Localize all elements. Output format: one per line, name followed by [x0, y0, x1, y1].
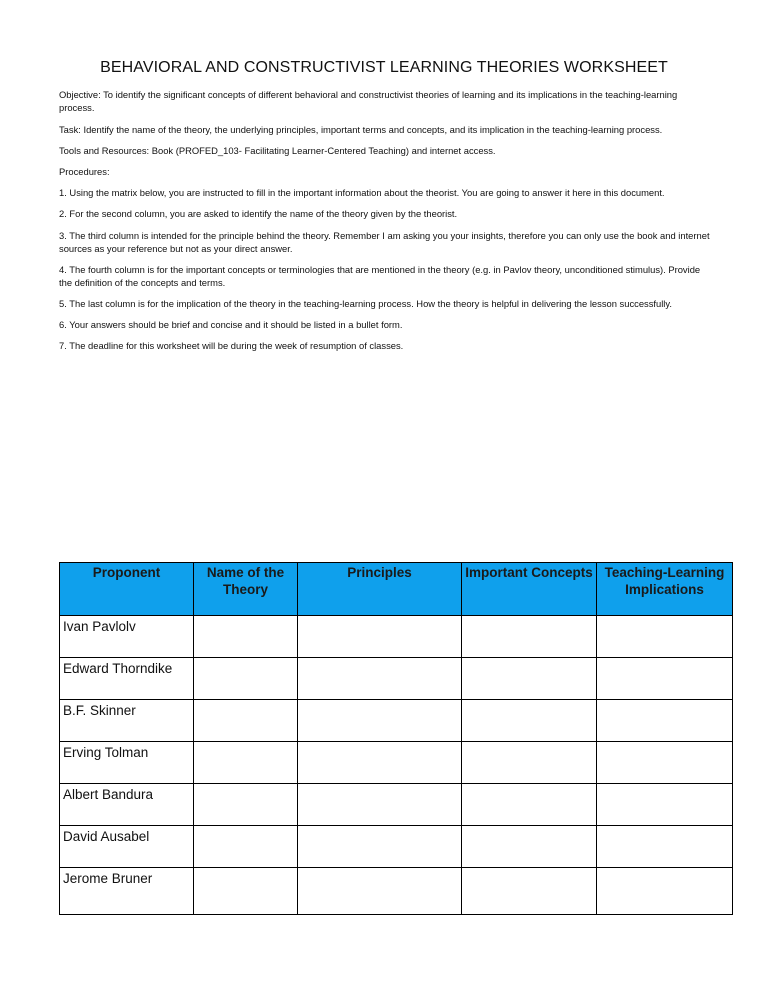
- table-row: [60, 700, 733, 742]
- implications-cell[interactable]: [597, 658, 733, 700]
- theory-name-cell[interactable]: [194, 742, 298, 784]
- concepts-cell[interactable]: [462, 742, 597, 784]
- procedure-step-5: 5. The last column is for the implication of the theory in the teaching-learning process. How the theory is helpful in delivering the lesson successfully.: [59, 298, 672, 309]
- proponent-cell: Erving Tolman: [60, 742, 194, 784]
- theory-name-cell[interactable]: [194, 700, 298, 742]
- concepts-cell[interactable]: [462, 616, 597, 658]
- concepts-cell[interactable]: [462, 700, 597, 742]
- proponent-cell: Edward Thorndike: [60, 658, 194, 700]
- worksheet-title: BEHAVIORAL AND CONSTRUCTIVIST LEARNING THEORIES WORKSHEET: [100, 59, 668, 76]
- implications-cell[interactable]: [597, 868, 733, 915]
- table-row: [60, 784, 733, 826]
- principles-cell[interactable]: [298, 868, 462, 915]
- principles-cell[interactable]: [298, 658, 462, 700]
- table-row: [60, 826, 733, 868]
- header-teaching-implications: Teaching-Learning Implications: [597, 563, 733, 616]
- theory-matrix-table: [59, 562, 733, 915]
- task-text: Task: Identify the name of the theory, the underlying principles, important terms and concepts, and its implication in the teaching-learning process.: [59, 124, 663, 135]
- procedure-step-2: 2. For the second column, you are asked to identify the name of the theory given by the theorist.: [59, 208, 458, 219]
- table-row: [60, 658, 733, 700]
- theory-name-cell[interactable]: [194, 616, 298, 658]
- procedure-step-4: 4. The fourth column is for the important concepts or terminologies that are mentioned in the theory (e.g. in Pavlov theory, unconditioned stimulus). Provide the definition of the concepts and terms.: [59, 264, 701, 288]
- procedure-step-1: 1. Using the matrix below, you are instructed to fill in the important information about the theorist. You are going to answer it here in this document.: [59, 187, 665, 198]
- principles-cell[interactable]: [298, 616, 462, 658]
- implications-cell[interactable]: [597, 616, 733, 658]
- concepts-cell[interactable]: [462, 868, 597, 915]
- principles-cell[interactable]: [298, 742, 462, 784]
- header-principles: Principles: [298, 563, 462, 616]
- proponent-cell: Albert Bandura: [60, 784, 194, 826]
- implications-cell[interactable]: [597, 742, 733, 784]
- implications-cell[interactable]: [597, 700, 733, 742]
- principles-cell[interactable]: [298, 826, 462, 868]
- implications-cell[interactable]: [597, 784, 733, 826]
- table-row: [60, 868, 733, 915]
- header-proponent: Proponent: [60, 563, 194, 616]
- principles-cell[interactable]: [298, 784, 462, 826]
- procedure-step-3: 3. The third column is intended for the principle behind the theory. Remember I am asking you your insights, therefore you can only use the book and internet sources as your reference but not as your direct answer.: [59, 230, 710, 254]
- header-important-concepts: Important Concepts: [462, 563, 597, 616]
- proponent-cell: David Ausabel: [60, 826, 194, 868]
- procedure-step-7: 7. The deadline for this worksheet will be during the week of resumption of classes.: [59, 340, 404, 351]
- table-row: [60, 616, 733, 658]
- principles-cell[interactable]: [298, 700, 462, 742]
- header-theory-name: Name of the Theory: [194, 563, 298, 616]
- proponent-cell: Ivan Pavlolv: [60, 616, 194, 658]
- concepts-cell[interactable]: [462, 784, 597, 826]
- proponent-cell: B.F. Skinner: [60, 700, 194, 742]
- proponent-cell: Jerome Bruner: [60, 868, 194, 915]
- table-header-row: [60, 563, 733, 616]
- concepts-cell[interactable]: [462, 826, 597, 868]
- tools-text: Tools and Resources: Book (PROFED_103- Facilitating Learner-Centered Teaching) and internet access.: [59, 145, 496, 156]
- procedure-step-6: 6. Your answers should be brief and concise and it should be listed in a bullet form.: [59, 319, 403, 330]
- procedures-heading: Procedures:: [59, 166, 110, 177]
- theory-name-cell[interactable]: [194, 826, 298, 868]
- implications-cell[interactable]: [597, 826, 733, 868]
- theory-name-cell[interactable]: [194, 658, 298, 700]
- theory-name-cell[interactable]: [194, 784, 298, 826]
- objective-text: Objective: To identify the significant concepts of different behavioral and constructivist theories of learning and its implications in the teaching-learning process.: [59, 89, 678, 113]
- table-row: [60, 742, 733, 784]
- theory-name-cell[interactable]: [194, 868, 298, 915]
- concepts-cell[interactable]: [462, 658, 597, 700]
